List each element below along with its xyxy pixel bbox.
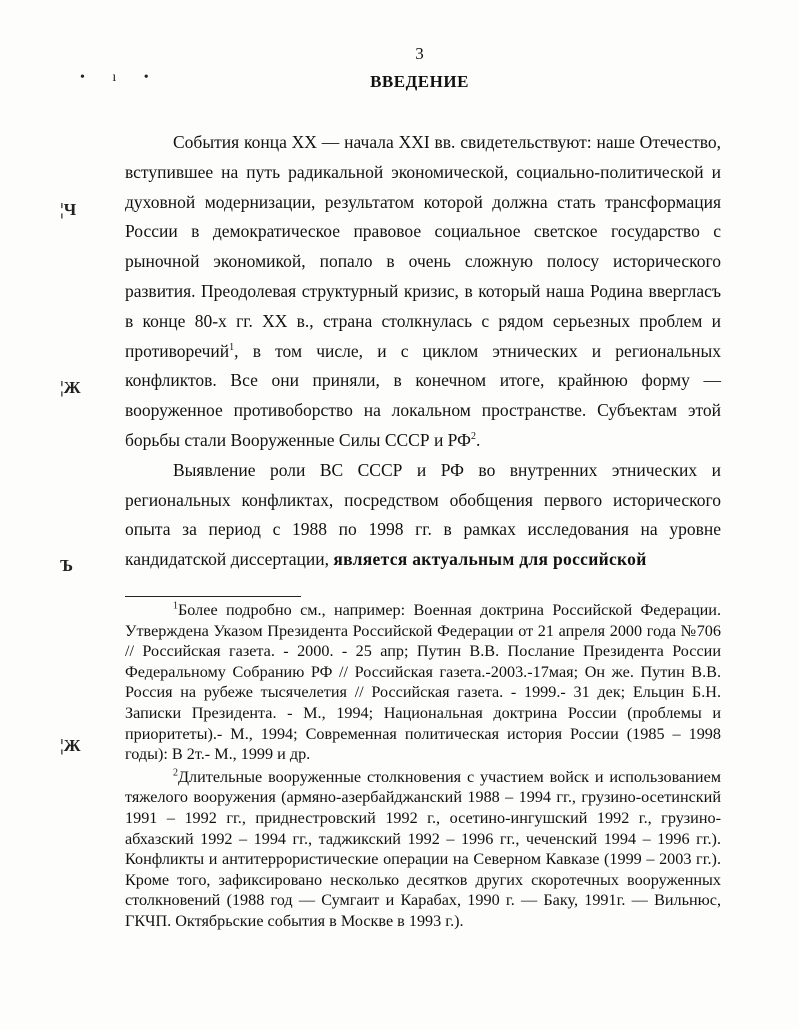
paragraph-1 [125, 128, 721, 456]
paragraph-1-text-2: , в том числе, и с циклом этнических и региональных конфликтов. Все они приняли, в конечном итоге, крайнюю форму — вооруженное противоборство на локальном пространстве. Субъектам этой борьбы стали Вооруженные Силы СССР и РФ [125, 340, 721, 450]
footnote-rule [125, 596, 301, 597]
footnotes [125, 600, 721, 932]
paragraph-2-bold: является актуальным для российской [333, 549, 647, 570]
footnote-1 [125, 600, 721, 765]
footnote-1-text: Более подробно см., например: Военная доктрина Российской Федерации. Утверждена Указом Президента Российской Федерации от 21 апреля 2000 года №706 // Российская газета. - 2000. - 25 апр; Путин В.В. Послание Президента России Федеральному Собранию РФ // Российская газета.-2003.-17мая; Он же. Путин В.В. Россия на рубеже тысячелетия // Российская газета. - 1999.- 31 дек; Ельцин Б.Н. Записки Президента. - М., 1994; Национальная доктрина России (проблемы и приоритеты).- М., 1994; Современная политическая история России (1985 – 1998 годы): В 2т.- М., 1999 и др. [125, 601, 721, 764]
footnote-2-marker: 2 [173, 767, 178, 779]
paragraph-2-text: Выявление роли ВС СССР и РФ во внутренних этнических и региональных конфликтах, посредством обобщения первого исторического опыта за период с 1988 по 1998 гг. в рамках исследования на уровне кандидатской диссертации, [125, 459, 721, 570]
body-text [125, 128, 721, 575]
footnote-1-marker: 1 [173, 600, 178, 612]
paragraph-1-text: События конца XX — начала XXI вв. свидетельствуют: наше Отечество, вступившее на путь радикальной экономической, социально-политической и духовной модернизации, результатом которой должна стать трансформация России в демократическое правовое социальное светское государство с рыночной экономикой, попало в очень сложную полосу исторического развития. Преодолевая структурный кризис, в который наша Родина ввергласъ в конце 80-х гг. XX в., страна столкнулась с рядом серьезных проблем и противоречий [125, 132, 721, 361]
paragraph-1-end: . [475, 429, 481, 450]
margin-mark-4: ¦Ж [60, 736, 81, 755]
margin-mark-3: Ъ [60, 556, 74, 575]
decor-dots: • ı • [80, 70, 161, 85]
margin-mark-2: ¦Ж [60, 378, 81, 397]
footnote-2-text: Длительные вооруженные столкновения с участием войск и использованием тяжелого вооружения (армяно-азербайджанский 1988 – 1994 гг., грузино-осетинский 1991 – 1992 гг., приднестровский 1992 г., осетино-ингушский 1992 г., грузино-абхазский 1992 – 1994 гг., таджикский 1992 – 1996 гг., чеченский 1994 – 1996 гг.). Конфликты и антитеррористические операции на Северном Кавказе (1999 – 2003 гг.). Кроме того, зафиксировано несколько десятков других скоротечных вооруженных столкновений (1988 год — Сумгаит и Карабах, 1990 г. — Баку, 1991г. — Вильнюс, ГКЧП. Октябрьские события в Москве в 1993 г.). [125, 767, 721, 930]
page-title: ВВЕДЕНИЕ [370, 72, 469, 91]
paragraph-2 [125, 456, 721, 575]
margin-mark-1: ¦Ч [60, 200, 77, 219]
footnote-ref-2: 2 [470, 431, 476, 443]
page-number: 3 [415, 44, 424, 63]
footnote-2 [125, 767, 721, 932]
footnote-ref-1: 1 [229, 341, 235, 353]
